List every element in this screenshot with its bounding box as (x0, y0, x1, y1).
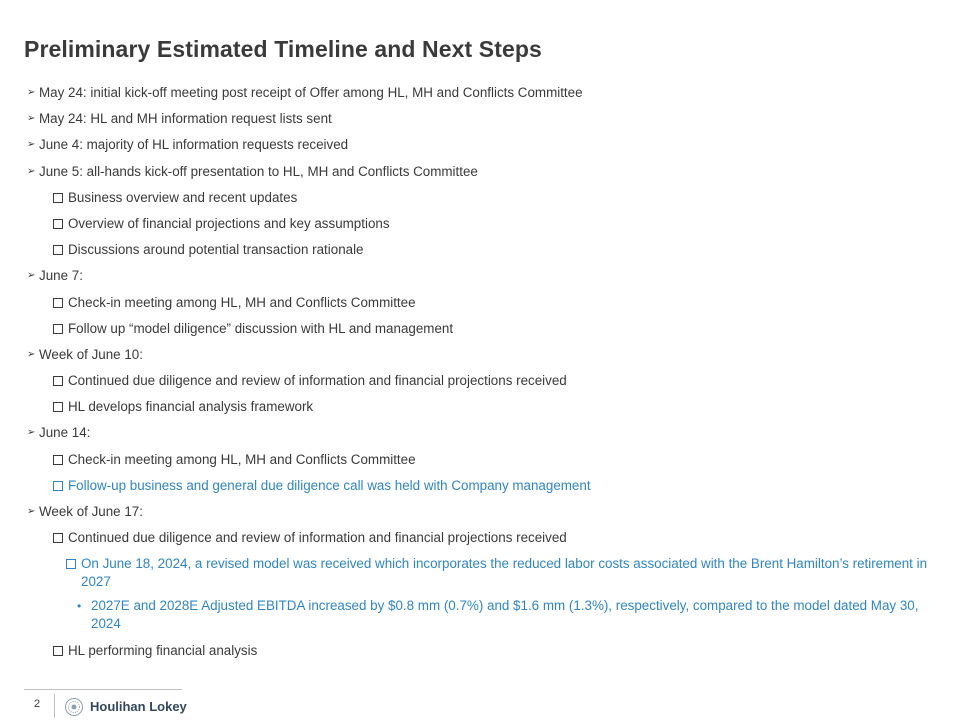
arrow-bullet-icon: ➢ (27, 139, 36, 151)
checkbox-bullet-icon (66, 559, 76, 569)
footer-rule (24, 689, 182, 690)
list-item: ➢ June 4: majority of HL information requests received (27, 137, 349, 153)
arrow-bullet-icon: ➢ (27, 113, 36, 125)
highlighted-nested-item: On June 18, 2024, a revised model was received which incorporates the reduced labor costs associated with the Brent Hamilton’s retirement in 2027 (27, 555, 937, 591)
sub-list-item: Overview of financial projections and key assumptions (27, 215, 937, 233)
arrow-bullet-icon: ➢ (27, 427, 36, 439)
sub-list-item: Follow up “model diligence” discussion with HL and management (27, 320, 937, 338)
checkbox-bullet-icon (53, 533, 63, 543)
sub-list-item: HL develops financial analysis framework (27, 398, 937, 416)
list-item: ➢ June 14: (27, 425, 91, 441)
sub-list-item: Discussions around potential transaction rationale (27, 241, 937, 259)
page-title: Preliminary Estimated Timeline and Next Steps (24, 36, 542, 62)
list-item: ➢ May 24: HL and MH information request lists sent (27, 111, 332, 127)
checkbox-bullet-icon (53, 455, 63, 465)
sub-list-item: Business overview and recent updates (27, 189, 937, 207)
arrow-bullet-icon: ➢ (27, 348, 36, 360)
company-logo-text: Houlihan Lokey (90, 699, 187, 714)
checkbox-bullet-icon (53, 402, 63, 412)
list-item: ➢ June 7: (27, 268, 83, 284)
checkbox-bullet-icon (53, 646, 63, 656)
arrow-bullet-icon: ➢ (27, 506, 36, 517)
arrow-bullet-icon: ➢ (27, 165, 36, 177)
highlighted-detail-item: • 2027E and 2028E Adjusted EBITDA increased by $0.8 mm (0.7%) and $1.6 mm (1.3%), respectively, compared to the model dated May 30, 2024 (77, 598, 919, 632)
arrow-bullet-icon: ➢ (27, 87, 36, 98)
list-item: ➢ June 5: all-hands kick-off presentation to HL, MH and Conflicts Committee (27, 163, 478, 179)
sub-list-item: Check-in meeting among HL, MH and Conflicts Committee (27, 294, 937, 312)
list-item: ➢ Week of June 17: (27, 504, 143, 519)
checkbox-bullet-icon (53, 245, 63, 255)
highlighted-sub-list-item: Follow-up business and general due diligence call was held with Company management (27, 477, 937, 495)
sub-list-item: HL performing financial analysis (27, 642, 937, 660)
bullet-list (27, 84, 937, 668)
checkbox-bullet-icon (53, 376, 63, 386)
sub-list-item: Continued due diligence and review of information and financial projections received (27, 372, 937, 390)
sub-list-item: Continued due diligence and review of information and financial projections received (27, 529, 937, 547)
list-item: ➢ May 24: initial kick-off meeting post receipt of Offer among HL, MH and Conflicts Committee (27, 85, 583, 100)
page-number: 2 (34, 698, 41, 710)
checkbox-bullet-icon (53, 193, 63, 203)
footer-divider (54, 694, 55, 718)
checkbox-bullet-icon (53, 298, 63, 308)
arrow-bullet-icon: ➢ (27, 270, 36, 282)
checkbox-bullet-icon (53, 219, 63, 229)
checkbox-bullet-icon (53, 324, 63, 334)
sub-list-item: Check-in meeting among HL, MH and Conflicts Committee (27, 451, 937, 469)
list-item: ➢ Week of June 10: (27, 346, 143, 362)
dot-bullet-icon: • (77, 599, 82, 614)
checkbox-bullet-icon (53, 481, 63, 491)
globe-logo-icon (64, 697, 84, 717)
